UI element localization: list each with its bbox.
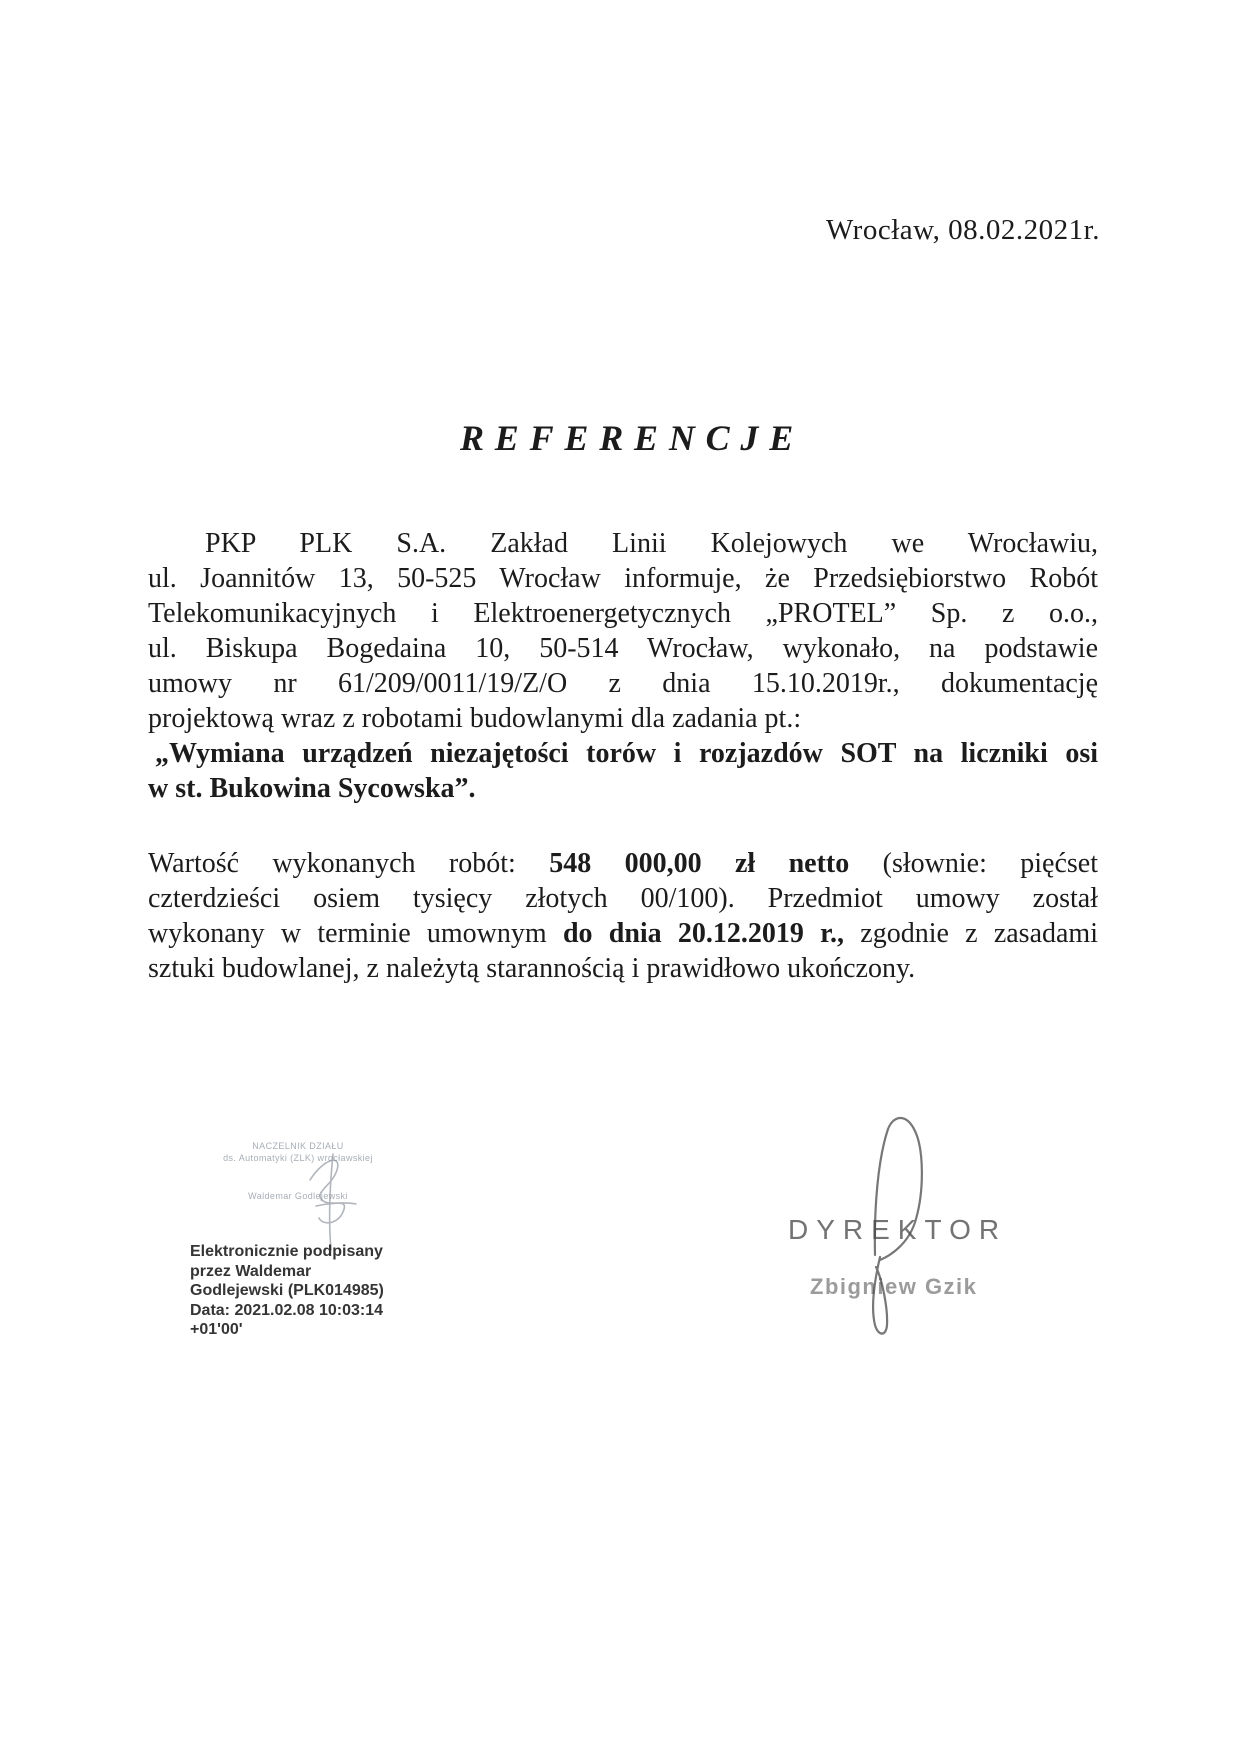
director-title: DYREKTOR: [788, 1214, 1008, 1245]
paragraph-contract-value: [148, 846, 1098, 986]
text-line: NACZELNIK DZIAŁU: [252, 1141, 344, 1151]
text-line: Data: 2021.02.08 10:03:14: [190, 1301, 384, 1319]
text-line: ul. Joannitów 13, 50-525 Wrocław informuje, że Przedsiębiorstwo Robót: [148, 563, 1098, 594]
text-line: sztuki budowlanej, z należytą starannością i prawidłowo ukończony.: [148, 953, 916, 984]
handwritten-initials-icon: [296, 1146, 406, 1256]
director-handwritten-signature-icon: [830, 1107, 950, 1347]
text-line: w st. Bukowina Sycowska”.: [148, 773, 476, 804]
text-line: umowy nr 61/209/0011/19/Z/O z dnia 15.10.2019r., dokumentację: [148, 668, 1098, 699]
text-line: ds. Automatyki (ZLK) wrocławskiej: [223, 1153, 373, 1163]
city-date: Wrocław, 08.02.2021r.: [825, 214, 1100, 246]
text-line: czterdzieści osiem tysięcy złotych 00/100). Przedmiot umowy został: [148, 883, 1098, 914]
text-line: Wartość wykonanych robót: 548 000,00 zł netto (słownie: pięćset: [148, 848, 1099, 879]
text-line: ul. Biskupa Bogedaina 10, 50-514 Wrocław, wykonało, na podstawie: [148, 633, 1098, 664]
text-line: przez Waldemar: [190, 1262, 312, 1280]
paragraph-company-info: [148, 526, 1098, 806]
document-title: REFERENCJE: [459, 418, 805, 458]
text-line: +01'00': [190, 1321, 243, 1338]
stamp-name: Waldemar Godlejewski: [248, 1191, 348, 1201]
text-line: „Wymiana urządzeń niezajętości torów i rozjazdów SOT na liczniki osi: [155, 738, 1098, 769]
text-line: PKP PLK S.A. Zakład Linii Kolejowych we Wrocławiu,: [205, 528, 1098, 559]
text-line: Godlejewski (PLK014985): [190, 1282, 384, 1299]
electronic-signature-details: [190, 1242, 470, 1340]
director-name: Zbigniew Gzik: [810, 1274, 978, 1299]
text-line: projektową wraz z robotami budowlanymi dla zadania pt.:: [148, 703, 802, 734]
text-line: Telekomunikacyjnych i Elektroenergetycznych „PROTEL” Sp. z o.o.,: [148, 598, 1098, 629]
text-line: wykonany w terminie umownym do dnia 20.12.2019 r., zgodnie z zasadami: [148, 918, 1098, 949]
text-line: Elektronicznie podpisany: [190, 1243, 383, 1260]
